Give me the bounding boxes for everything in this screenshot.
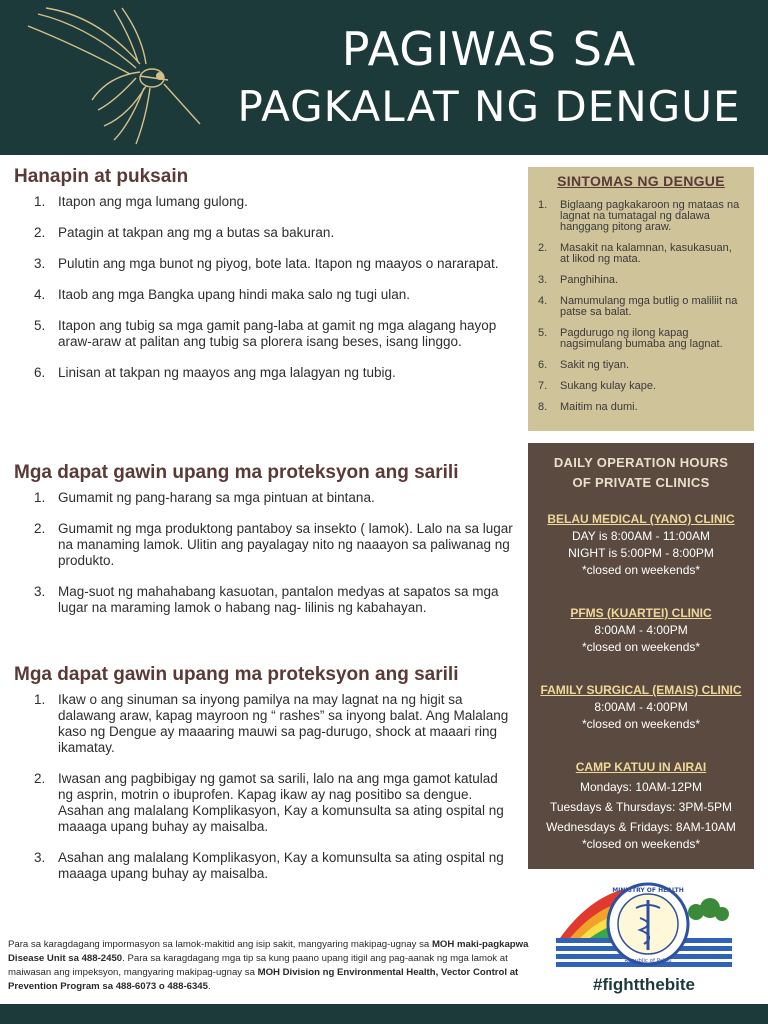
clinic-hours-line: Wednesdays & Fridays: 8AM-10AM [546,820,736,834]
clinic-hours-line: 8:00AM - 4:00PM [594,623,688,637]
clinic-pfms [528,605,754,656]
ministry-of-health-logo [556,878,732,970]
symptoms-list [538,200,744,413]
list-item: 4. Namumulang mga butlig o maliliit na patse sa balat. [538,295,738,318]
page-title-line1: PAGIWAS SA [341,22,637,76]
logo-top-text: MINISTRY OF HEALTH [612,887,684,894]
section-title: Hanapin at puksain [14,166,189,187]
clinic-hours-line: *closed on weekends* [581,837,701,851]
clinic-hours-line: Tuesdays & Thursdays: 3PM-5PM [549,800,733,814]
hours-title-line1: DAILY OPERATION HOURS [553,455,729,470]
numbered-list [14,194,514,381]
clinic-hours-line: *closed on weekends* [581,717,701,731]
list-item: 5. Pagdurugo ng ilong kapag nagsimulang bumaba ang lagnat. [538,327,723,350]
section-title: Mga dapat gawin upang ma proteksyon ang sarili [14,462,459,483]
list-item: 1. Itapon ang mga lumang gulong. [34,194,248,209]
list-item: 6. Sakit ng tiyan. [538,359,630,371]
list-item: 1. Gumamit ng pang-harang sa mga pintuan at bintana. [34,490,375,505]
list-item: 6. Linisan at takpan ng maayos ang mga lalagyan ng tubig. [34,365,396,380]
clinic-hours-line: Mondays: 10AM-12PM [579,780,703,794]
logo-bottom-text: Republic of Palau [624,958,672,964]
numbered-list [14,692,514,882]
clinic-hours-line: DAY is 8:00AM - 11:00AM [571,529,711,543]
numbered-list [14,490,514,616]
clinic-family-surgical [528,682,754,733]
clinic-camp-katuu [528,759,754,853]
hashtag: #fightthebite [593,975,695,994]
page-title-line2: PAGKALAT NG DENGUE [237,82,741,131]
clinic-name: CAMP KATUU IN AIRAI [575,760,707,774]
list-item: 2. Iwasan ang pagbibigay ng gamot sa sarili, lalo na ang mga gamot katulad ng asprin, motrin o ibuprofen. Kapag ikaw ay nag positibo sa dengue. Asahan ang malalang Komplikasyon, Kay a komunsulta sa ating ospital ng maaaga upang buhay ay maisalba. [34,771,504,834]
list-item: 7. Sukang kulay kape. [538,380,657,392]
list-item: 3. Panghihina. [538,274,619,286]
contact-division: MOH Division ng Environmental Health, Vector Control at Prevention Program sa 488-6073 o 488-6345 [8,967,519,992]
contact-footnote: Para sa karagdagang impormasyon sa lamok-makitid ang isip sakit, mangyaring makipag-ugnay sa MOH maki-pagkapwa Disease Unit sa 488-2450. Para sa karagdagang mga tip sa kung paano upang itigil ang pag-aanak ng mga lamok at maiwasan ang impeksyon, mangyaring makipag-ugnay sa MOH Division ng Environmental Health, Vector Control at Prevention Program sa 488-6073 o 488-6345. [8,939,529,992]
list-item: 2. Masakit na kalamnan, kasukasuan, at likod ng mata. [538,242,732,265]
symptoms-title: SINTOMAS NG DENGUE [557,173,725,189]
header-banner [0,0,768,155]
clinic-hours-line: 8:00AM - 4:00PM [594,700,688,714]
list-item: 3. Asahan ang malalang Komplikasyon, Kay a komunsulta sa ating ospital ng maaaga upang buhay ay maisalba. [34,850,504,881]
mosquito-icon [18,6,208,148]
list-item: 1. Biglaang pagkakaroon ng mataas na lagnat na tumatagal ng dalawa hanggang pitong araw. [538,199,740,233]
section-self-protection [14,462,514,631]
clinic-hours-panel [528,443,754,869]
bottom-bar [0,1004,768,1024]
clinic-belau-medical [528,511,754,579]
symptoms-panel [528,167,754,431]
list-item: 2. Patagin at takpan ang mg a butas sa bakuran. [34,225,335,240]
list-item: 2. Gumamit ng mga produktong pantaboy sa insekto ( lamok). Lalo na sa lugar na manaming lamok. Ulitin ang payalagay nito ng naaayon sa paliwanag ng produkto. [34,521,513,568]
clinic-hours-line: NIGHT is 5:00PM - 8:00PM [568,546,714,560]
list-item: 3. Pulutin ang mga bunot ng piyog, bote lata. Itapon ng maayos o nararapat. [34,256,499,271]
list-item: 1. Ikaw o ang sinuman sa inyong pamilya na may lagnat na ng higit sa dalawang araw, kapag mayroon ng “ rashes” sa inyong balat. Ang Malalang kaso ng Dengue ay maaaring mauwi sa pag-durugo, shock at maaari ring ikamatay. [34,692,509,755]
contact-unit: MOH maki-pagkapwa Disease Unit sa 488-2450 [8,939,529,964]
clinic-name: BELAU MEDICAL (YANO) CLINIC [547,512,735,526]
clinic-hours-line: *closed on weekends* [581,640,701,654]
list-item: 4. Itaob ang mga Bangka upang hindi maka salo ng tugi ulan. [34,287,411,302]
list-item: 8. Maitim na dumi. [538,401,638,413]
list-item: 5. Itapon ang tubig sa mga gamit pang-laba at gamit ng mga alagang hayop araw-araw at palitan ang tubig sa plorera isang beses, isang linggo. [34,318,497,349]
section-title: Mga dapat gawin upang ma proteksyon ang sarili [14,664,459,685]
hours-title-line2: OF PRIVATE CLINICS [572,475,710,490]
clinic-hours-line: *closed on weekends* [581,563,701,577]
clinic-name: PFMS (KUARTEI) CLINIC [570,606,712,620]
clinic-name: FAMILY SURGICAL (EMAIS) CLINIC [540,683,742,697]
section-when-sick [14,664,514,897]
list-item: 3. Mag-suot ng mahahabang kasuotan, pantalon medyas at sapatos sa mga lugar na maraming lamok o habang nag- lilinis ng kabahayan. [34,584,499,615]
section-search-destroy [14,166,514,396]
